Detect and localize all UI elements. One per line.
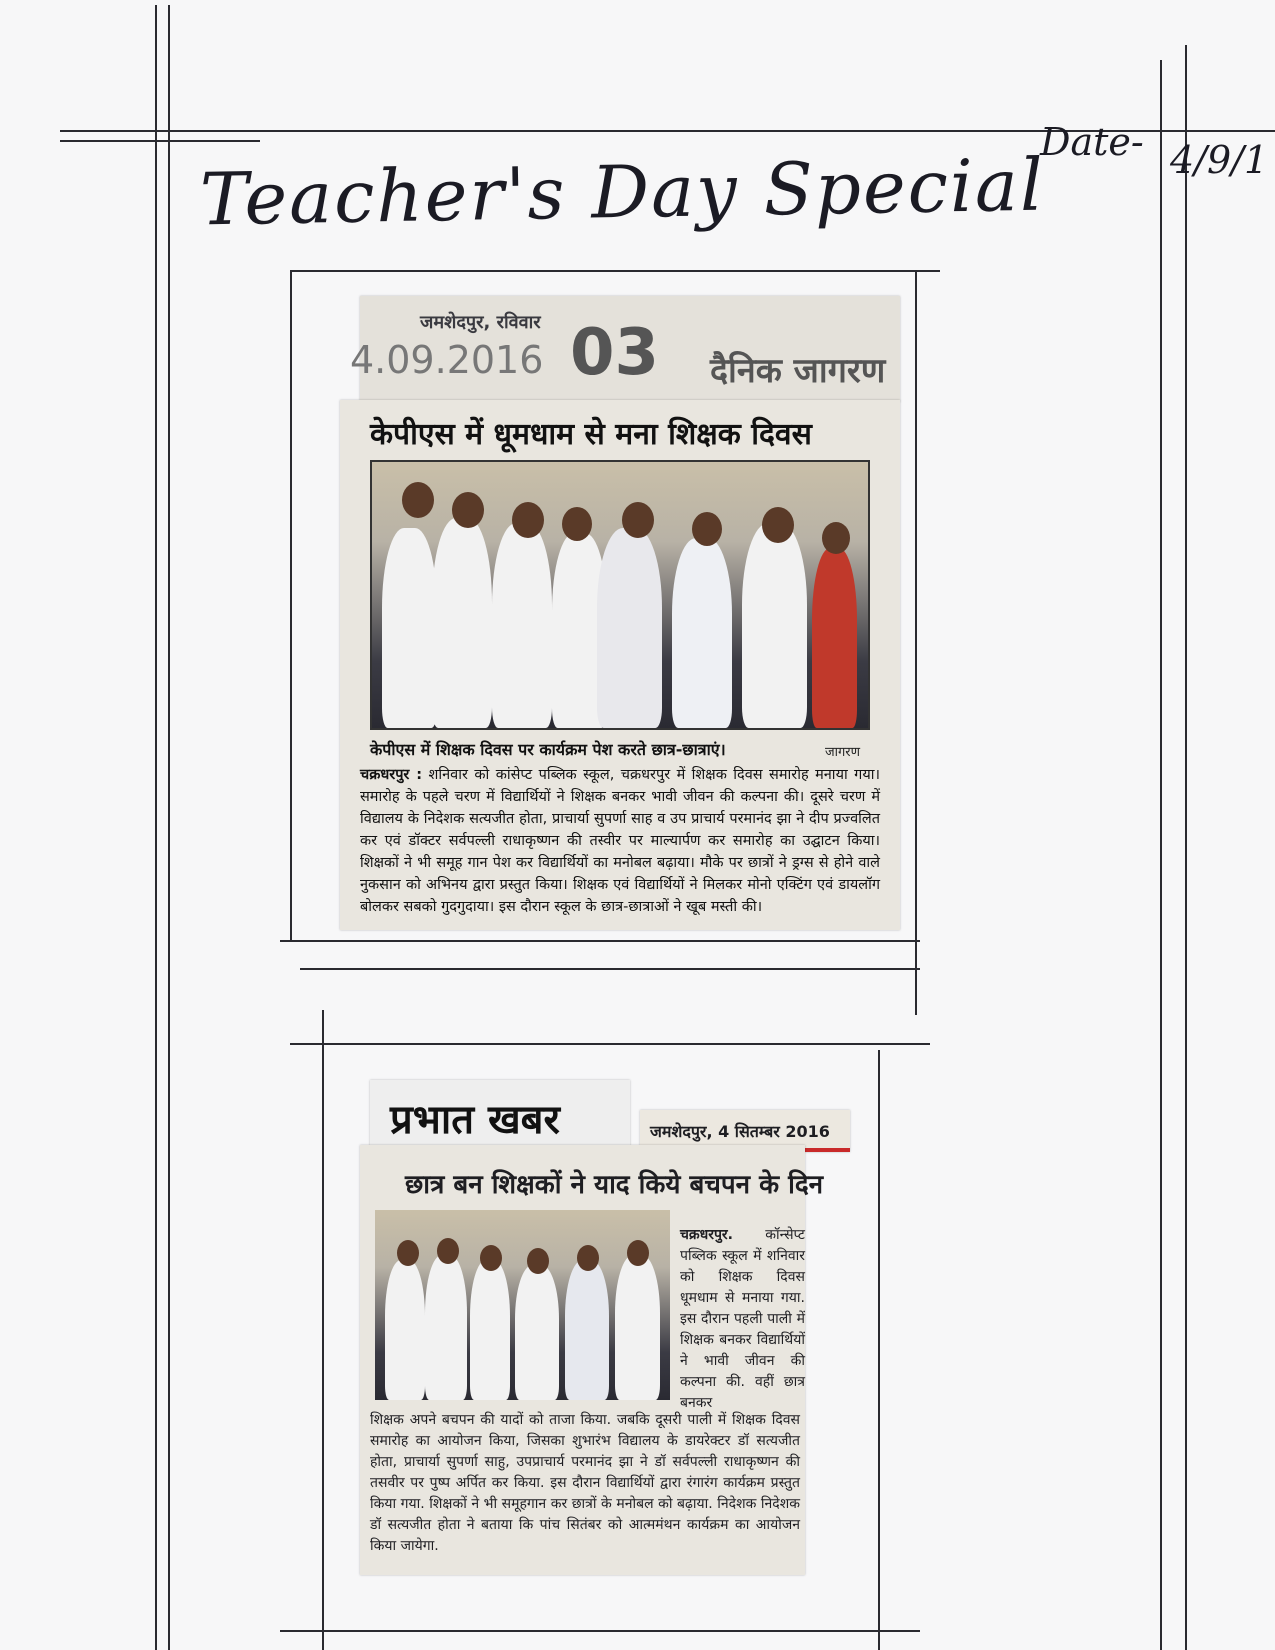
frame1-top bbox=[290, 270, 940, 272]
prabhat-masthead bbox=[370, 1080, 630, 1155]
prabhat-headline: छात्र बन शिक्षकों ने याद किये बचपन के दिन bbox=[405, 1170, 824, 1200]
photo-head bbox=[402, 482, 434, 518]
frame1-left bbox=[290, 270, 292, 940]
photo-head bbox=[452, 492, 484, 528]
jagran-date: 4.09.2016 bbox=[350, 338, 544, 382]
photo-student-figure bbox=[742, 523, 807, 728]
jagran-article-body bbox=[360, 764, 880, 918]
frame1-right bbox=[915, 270, 917, 1015]
photo-head bbox=[562, 507, 592, 541]
jagran-article-text: शनिवार को कांसेप्ट पब्लिक स्कूल, चक्रधरपुर में शिक्षक दिवस समारोह मनाया गया। समारोह के पहले चरण में विद्यार्थियों ने शिक्षक बनकर भावी जीवन की कल्पना की। दूसरे चरण में विद्यालय के निदेशक सत्यजीत होता, प्राचार्या सुपर्णा साह व उप प्राचार्य परमानंद झा ने दीप प्रज्वलित कर एवं डॉक्टर सर्वपल्ली राधाकृष्णन की तस्वीर पर माल्यार्पण कर समारोह का उद्घाटन किया। शिक्षकों ने भी समूह गान पेश कर विद्यार्थियों का मनोबल बढ़ाया। मौके पर छात्रों ने ड्रग्स से होने वाले नुकसान को अभिनय द्वारा प्रस्तुत किया। शिक्षक एवं विद्यार्थियों ने मिलकर मोनो एक्टिंग एवं डायलॉग बोलकर सबको गुदगुदाया। इस दौरान स्कूल के छात्र-छात्राओं ने खूब मस्ती की। bbox=[360, 767, 880, 915]
frame1-bottom-2 bbox=[300, 968, 920, 970]
prabhat-newspaper-name: प्रभात खबर bbox=[390, 1097, 560, 1143]
frame2-bottom bbox=[280, 1630, 920, 1632]
photo-student-figure bbox=[615, 1255, 660, 1400]
margin-line-right-1 bbox=[1160, 60, 1162, 1650]
header-rule-2 bbox=[60, 140, 260, 142]
photo-head bbox=[437, 1238, 459, 1264]
frame2-left bbox=[322, 1010, 324, 1650]
jagran-photo bbox=[370, 460, 870, 730]
jagran-photo-caption: केपीएस में शिक्षक दिवस पर कार्यक्रम पेश करते छात्र-छात्राएं। bbox=[370, 740, 726, 759]
photo-student-figure bbox=[515, 1265, 559, 1400]
jagran-clipping bbox=[340, 400, 900, 930]
prabhat-photo bbox=[375, 1210, 670, 1400]
photo-student-figure bbox=[425, 1255, 467, 1400]
handwritten-title: Teacher's Day Special bbox=[199, 142, 1046, 242]
photo-head bbox=[480, 1245, 502, 1271]
jagran-photo-credit: जागरण bbox=[824, 745, 860, 760]
date-label: Date- bbox=[1040, 120, 1144, 164]
photo-student-figure bbox=[382, 528, 437, 728]
photo-head bbox=[627, 1240, 649, 1266]
prabhat-lead-column bbox=[680, 1225, 805, 1414]
photo-student-figure bbox=[385, 1260, 425, 1400]
frame2-right bbox=[878, 1050, 880, 1650]
jagran-newspaper-name: दैनिक जागरण bbox=[710, 351, 886, 391]
margin-line-left-1 bbox=[155, 5, 157, 1650]
photo-head bbox=[577, 1245, 599, 1271]
photo-student-figure bbox=[672, 538, 732, 728]
photo-head bbox=[512, 502, 544, 538]
frame1-bottom bbox=[280, 940, 920, 942]
photo-head bbox=[527, 1248, 549, 1274]
photo-head bbox=[622, 502, 654, 538]
photo-student-figure bbox=[812, 548, 857, 728]
prabhat-date: जमशेदपुर, 4 सितम्बर 2016 bbox=[650, 1122, 830, 1141]
frame2-top bbox=[290, 1043, 930, 1045]
jagran-dateline: चक्रधरपुर : bbox=[360, 767, 423, 783]
photo-head bbox=[397, 1240, 419, 1266]
jagran-headline: केपीएस में धूमधाम से मना शिक्षक दिवस bbox=[370, 417, 812, 452]
photo-student-figure bbox=[492, 523, 552, 728]
jagran-page-number: 03 bbox=[570, 316, 660, 390]
date-value: 4/9/1 bbox=[1170, 138, 1269, 182]
margin-line-left-2 bbox=[168, 5, 170, 1650]
prabhat-clipping bbox=[360, 1145, 824, 1575]
prabhat-lead-text: कॉन्सेप्ट पब्लिक स्कूल में शनिवार को शिक्षक दिवस धूमधाम से मनाया गया. इस दौरान पहली पाली में शिक्षक बनकर विद्यार्थियों ने भावी जीवन की कल्पना की. वहीं छात्र बनकर bbox=[680, 1227, 805, 1411]
photo-student-figure bbox=[432, 518, 492, 728]
jagran-masthead bbox=[350, 296, 900, 402]
photo-head bbox=[822, 522, 850, 554]
photo-student-figure bbox=[565, 1260, 609, 1400]
photo-head bbox=[692, 512, 722, 546]
prabhat-article-body: शिक्षक अपने बचपन की यादों को ताजा किया. जबकि दूसरी पाली में शिक्षक दिवस समारोह का आयोजन किया, जिसका शुभारंभ विद्यालय के डायरेक्टर डॉ सत्यजीत होता, प्राचार्या सुपर्णा साहु, उपप्राचार्य परमानंद झा ने डॉ सर्वपल्ली राधाकृष्णन की तसवीर पर पुष्प अर्पित कर किया. इस दौरान विद्यार्थियों द्वारा रंगारंग कार्यक्रम प्रस्तुत किया गया. शिक्षकों ने भी समूहगान कर छात्रों के मनोबल को बढ़ाया. निदेशक निदेशक डॉ सत्यजीत होता ने बताया कि पांच सितंबर को आत्ममंथन कार्यक्रम का आयोजन किया जायेगा. bbox=[370, 1412, 800, 1554]
prabhat-dateline: चक्रधरपुर. bbox=[680, 1227, 733, 1243]
photo-head bbox=[762, 507, 794, 543]
jagran-location-day: जमशेदपुर, रविवार bbox=[420, 312, 541, 333]
photo-student-figure bbox=[470, 1260, 510, 1400]
margin-line-right-2 bbox=[1185, 45, 1187, 1650]
photo-student-figure bbox=[597, 528, 662, 728]
